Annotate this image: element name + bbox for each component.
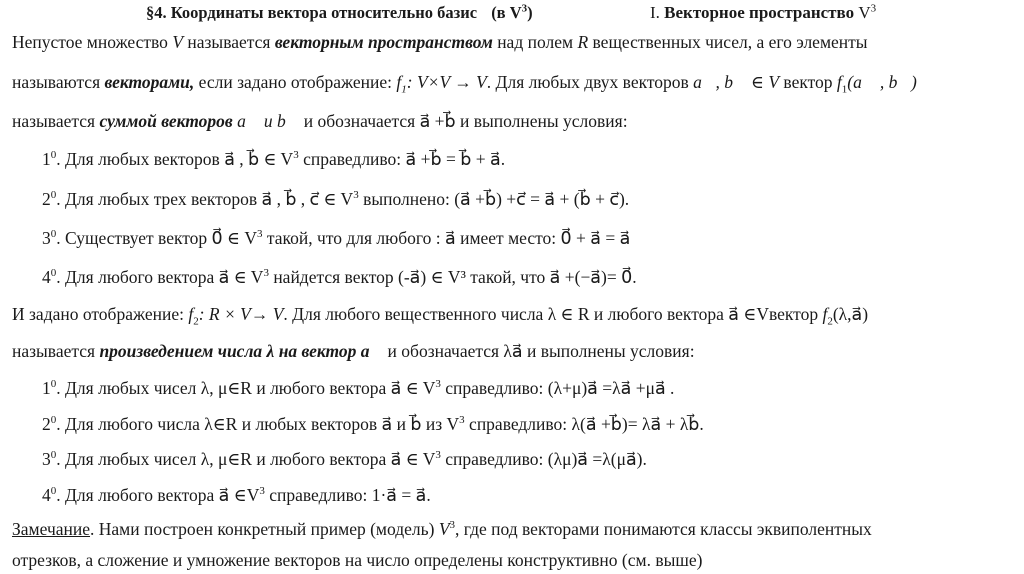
space-v: V xyxy=(438,519,450,539)
sum-axiom-2 xyxy=(42,188,629,210)
map-signature: : V×V → V xyxy=(406,72,487,92)
axiom-text: . Для любого числа λ∈R и любых векторов a⃗ и b⃗ из V xyxy=(56,414,460,434)
text-span: называется xyxy=(12,341,100,361)
axiom-num: 1 xyxy=(42,149,51,169)
text-span: И задано отображение: xyxy=(12,304,189,324)
axiom-sup: 0 xyxy=(50,485,57,498)
axiom-text: справедливо: λ(a⃗ +b⃗)= λa⃗ + λb⃗. xyxy=(464,414,704,434)
vectors-ab: a⃗ и b⃗ xyxy=(232,111,304,131)
axiom-num: 4 xyxy=(42,267,51,287)
mult-axiom-3 xyxy=(42,448,647,470)
axiom-sup: 0 xyxy=(50,228,57,241)
axiom-text: . Для любых чисел λ, μ∈R и любого вектора a⃗ ∈ V xyxy=(56,378,436,398)
text-span: если задано отображение: xyxy=(194,72,397,92)
text-span: и обозначается a⃗ +b⃗ и выполнены условия: xyxy=(303,111,628,131)
axiom-text-sup: 3 xyxy=(257,228,263,241)
mult-axiom-2 xyxy=(42,413,704,435)
axiom-text: выполнено: (a⃗ +b⃗) +c⃗ = a⃗ + (b⃗ + c⃗). xyxy=(358,189,630,209)
axiom-text: . Для любого вектора a⃗ ∈V xyxy=(56,485,260,505)
text-span: вектор xyxy=(779,72,837,92)
section-close: ) xyxy=(527,3,533,22)
vectors-ab: a⃗, b⃗ ∈ V xyxy=(693,72,780,92)
axiom-text: справедливо: a⃗ +b⃗ = b⃗ + a⃗. xyxy=(298,149,506,169)
section-suffix: (в V xyxy=(491,3,522,22)
term-sum: суммой векторов xyxy=(99,111,233,131)
intro-line-1 xyxy=(12,31,868,53)
axiom-sup: 0 xyxy=(50,378,57,391)
text-span: над полем xyxy=(492,32,578,52)
axiom-text: справедливо: (λμ)a⃗ =λ(μa⃗). xyxy=(440,449,647,469)
map-f1: f xyxy=(396,72,402,92)
space-sup: 3 xyxy=(449,519,456,532)
axiom-num: 1 xyxy=(42,378,51,398)
axiom-text: справедливо: (λ+μ)a⃗ =λa⃗ +μa⃗ . xyxy=(440,378,675,398)
term-vectors: векторами, xyxy=(104,72,195,92)
sum-axiom-4 xyxy=(42,266,637,288)
map-f1: f xyxy=(836,72,842,92)
axiom-text: . Для любых чисел λ, μ∈R и любого вектора a⃗ ∈ V xyxy=(56,449,436,469)
mult-axiom-1 xyxy=(42,377,674,399)
axiom-text: такой, что для любого : a⃗ имеет место: 0⃗ + a⃗ = a⃗ xyxy=(262,228,631,248)
field-r: R xyxy=(577,32,589,52)
part-title: Векторное пространство xyxy=(664,3,855,22)
axiom-text-sup: 3 xyxy=(435,449,441,462)
map-args: (a⃗ , b⃗) xyxy=(847,72,917,92)
axiom-text-sup: 3 xyxy=(293,149,299,162)
part-sup: 3 xyxy=(870,2,877,15)
map-f2: f xyxy=(822,304,828,324)
axiom-text: . Для любых трех векторов a⃗ , b⃗ , c⃗ ∈ V xyxy=(56,189,354,209)
map-args: (λ,a⃗) xyxy=(832,304,869,324)
axiom-num: 3 xyxy=(42,449,51,469)
map-f2: f xyxy=(188,304,194,324)
remark-line-1 xyxy=(12,518,872,540)
axiom-num: 2 xyxy=(42,189,51,209)
axiom-text: найдется вектор (-a⃗) ∈ V³ такой, что a⃗ +(−a⃗)= 0⃗. xyxy=(268,267,637,287)
text-span: . Для любого вещественного числа λ ∈ R и любого вектора a⃗ ∈Vвектор xyxy=(283,304,823,324)
mult-line-2 xyxy=(12,340,695,362)
axiom-num: 3 xyxy=(42,228,51,248)
axiom-sup: 0 xyxy=(50,449,57,462)
sum-axiom-1 xyxy=(42,148,505,170)
map-f2-sub: 2 xyxy=(827,315,833,328)
text-span: вещественных чисел, а его элементы xyxy=(588,32,868,52)
mult-line-1 xyxy=(12,303,869,328)
text-span: называется xyxy=(12,111,100,131)
axiom-text-sup: 3 xyxy=(459,414,465,427)
axiom-num: 2 xyxy=(42,414,51,434)
text-span: . Для любых двух векторов xyxy=(486,72,694,92)
section-title: §4. Координаты вектора относительно базис xyxy=(146,3,478,22)
section-heading xyxy=(146,2,533,24)
part-label: I. xyxy=(650,3,665,22)
map-f1-sub: 1 xyxy=(841,83,848,96)
text-span: называются xyxy=(12,72,105,92)
axiom-sup: 0 xyxy=(50,189,57,202)
mult-axiom-4 xyxy=(42,484,431,506)
set-v: V xyxy=(172,32,184,52)
text-span: Непустое множество xyxy=(12,32,173,52)
term-vector-space: векторным пространством xyxy=(274,32,493,52)
intro-line-2 xyxy=(12,71,917,96)
axiom-sup: 0 xyxy=(50,267,57,280)
map-signature: : R × V→ V xyxy=(198,304,284,324)
axiom-text: . Для любого вектора a⃗ ∈ V xyxy=(56,267,264,287)
part-space: V xyxy=(854,3,871,22)
axiom-num: 4 xyxy=(42,485,51,505)
text-span: и обозначается λa⃗ и выполнены условия: xyxy=(383,341,695,361)
text-span: , где под векторами понимаются классы эквиполентных xyxy=(455,519,872,539)
axiom-text-sup: 3 xyxy=(263,267,269,280)
axiom-text-sup: 3 xyxy=(353,189,359,202)
axiom-sup: 0 xyxy=(50,414,57,427)
axiom-text-sup: 3 xyxy=(259,485,265,498)
map-f2-sub: 2 xyxy=(193,315,199,328)
axiom-text-sup: 3 xyxy=(435,378,441,391)
remark-label: Замечание xyxy=(12,519,91,539)
intro-line-3 xyxy=(12,110,628,132)
remark-line-2 xyxy=(12,549,702,571)
map-f1-sub: 1 xyxy=(401,83,407,96)
axiom-text: справедливо: 1·a⃗ = a⃗. xyxy=(264,485,431,505)
text-span: . Нами построен конкретный пример (модель) xyxy=(90,519,439,539)
part-heading xyxy=(650,2,876,24)
axiom-text: . Существует вектор 0⃗ ∈ V xyxy=(56,228,258,248)
axiom-sup: 0 xyxy=(50,149,57,162)
text-span: отрезков, а сложение и умножение векторов на число определены конструктивно (см. выше) xyxy=(12,550,703,570)
axiom-text: . Для любых векторов a⃗ , b⃗ ∈ V xyxy=(56,149,294,169)
text-span: называется xyxy=(183,32,275,52)
term-product: произведением числа λ на вектор a⃗ xyxy=(99,341,384,361)
section-sup: 3 xyxy=(521,2,528,15)
sum-axiom-3 xyxy=(42,227,630,249)
